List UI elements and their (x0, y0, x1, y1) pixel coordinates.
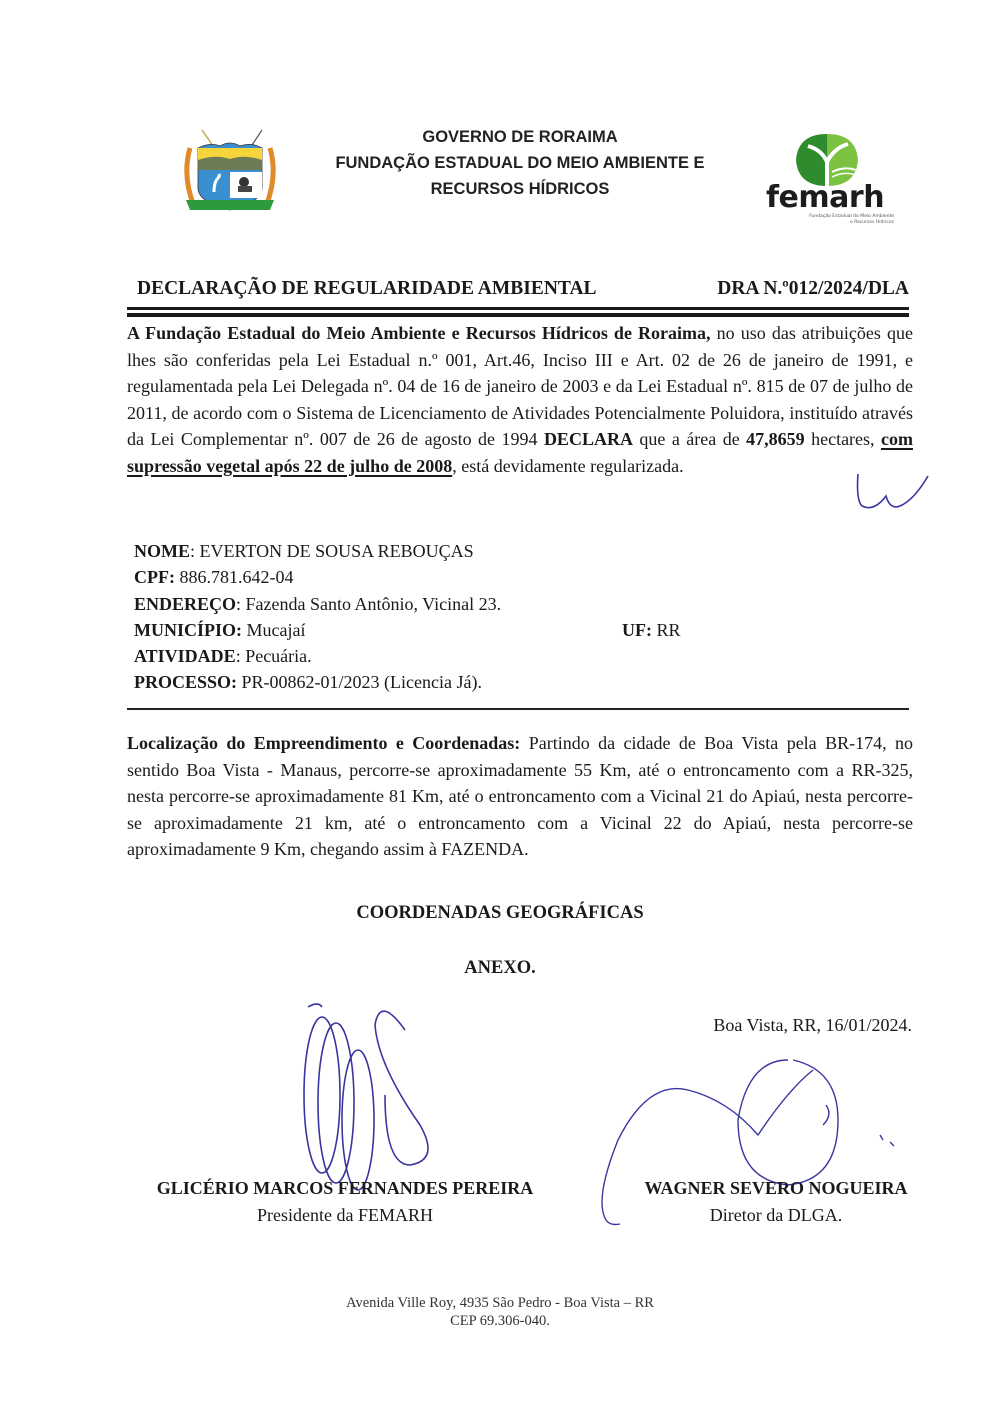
field-atividade (134, 643, 734, 669)
area-intro-text: que a área de (632, 429, 747, 449)
atividade-label: ATIVIDADE (134, 646, 236, 667)
field-municipio (134, 617, 734, 643)
organization-name: A Fundação Estadual do Meio Ambiente e Recursos Hídricos de Roraima, (127, 323, 711, 343)
applicant-details (134, 538, 734, 696)
vegetation-suppression-clause: com supressão vegetal após 22 de julho de 2008 (127, 429, 913, 476)
place-and-date: Boa Vista, RR, 16/01/2024. (713, 1015, 912, 1035)
femarh-tagline (766, 214, 894, 225)
location-text: Partindo da cidade de Boa Vista pela BR-174, no sentido Boa Vista - Manaus, percorre-se aproximadamente 55 Km, até o entroncamento com a RR-325, nesta percorre-se aproximadamente 81 Km, até o entroncamento com a Vicinal 21 do Apiaú, nesta percorre-se aproximadamente 21 km, até o entroncamento com a Vicinal 22 do Apiaú, nesta percorre-se aproximadamente 9 Km, chegando assim à FAZENDA. (127, 733, 913, 859)
field-uf (622, 617, 681, 643)
declara-keyword: DECLARA (543, 429, 633, 449)
signatory-2-role: Diretor da DLGA. (709, 1205, 843, 1225)
footer-address (0, 1294, 1000, 1330)
area-hectares: 47,8659 (746, 429, 805, 449)
cpf-value: 886.781.642-04 (174, 567, 294, 588)
coordinates-heading: COORDENADAS GEOGRÁFICAS (356, 903, 644, 923)
annex-label: ANEXO. (464, 958, 536, 978)
uf-label: UF: (622, 619, 652, 640)
declaration-paragraph (127, 320, 913, 479)
field-cpf (134, 564, 734, 590)
location-label: Localização do Empreendimento e Coordenadas: (127, 733, 521, 753)
director-signature (598, 1030, 918, 1230)
document-title: DECLARAÇÃO DE REGULARIDADE AMBIENTAL (137, 278, 597, 299)
footer-street: Avenida Ville Roy, 4935 São Pedro - Boa Vista – RR (346, 1295, 654, 1311)
field-processo (134, 669, 734, 695)
cpf-label: CPF: (134, 567, 175, 588)
title-divider-bottom (127, 313, 909, 317)
femarh-logo (762, 132, 902, 228)
header-agency-name (300, 124, 740, 202)
nome-label: NOME (134, 541, 190, 561)
details-divider (127, 708, 909, 710)
header-line-foundation: FUNDAÇÃO ESTADUAL DO MEIO AMBIENTE E (335, 154, 705, 172)
president-signature (260, 985, 490, 1210)
field-nome (134, 538, 734, 564)
footer-cep: CEP 69.306-040. (450, 1313, 550, 1329)
location-paragraph (127, 730, 913, 863)
document-title-row (137, 278, 909, 304)
endereco-value: : Fazenda Santo Antônio, Vicinal 23. (236, 593, 502, 614)
processo-value: PR-00862-01/2023 (Licencia Já). (237, 672, 482, 693)
femarh-tagline-line1: Fundação Estadual do Meio Ambiente (809, 214, 894, 219)
endereco-label: ENDEREÇO (134, 593, 237, 614)
hectares-text: hectares, (804, 429, 881, 449)
title-divider-top (127, 307, 909, 310)
state-coat-of-arms (180, 126, 280, 218)
municipio-value: Mucajaí (242, 619, 306, 640)
field-endereco (134, 591, 734, 617)
atividade-value: : Pecuária. (235, 646, 312, 667)
femarh-wordmark: femarh (766, 180, 885, 215)
header-line-resources: RECURSOS HÍDRICOS (430, 180, 610, 198)
processo-label: PROCESSO: (134, 672, 238, 693)
signatory-1-name: GLICÉRIO MARCOS FERNANDES PEREIRA (156, 1178, 534, 1198)
signatory-2-name: WAGNER SEVERO NOGUEIRA (644, 1178, 908, 1198)
femarh-tagline-line2: e Recursos Hídricos (849, 219, 894, 225)
signatory-1-role: Presidente da FEMARH (257, 1205, 433, 1225)
nome-value: : EVERTON DE SOUSA REBOUÇAS (190, 541, 474, 561)
uf-value: RR (652, 619, 681, 640)
regularized-text: , está devidamente regularizada. (452, 455, 684, 476)
header-line-government: GOVERNO DE RORAIMA (422, 128, 618, 146)
legal-basis-text: no uso das atribuições que lhes são conferidas pela Lei Estadual n.º 001, Art.46, Inciso III e Art. 02 de 26 de janeiro de 1991, e regulamentada pela Lei Delegada nº. 04 de 16 de janeiro de 2003 e da Lei Estadual nº. 815 de 07 de julho de 2011, de acordo com o Sistema de Licenciamento de Atividades Potencialmente Poluidora, instituído através da Lei Complementar nº. 007 de 26 de agosto de 1994 (127, 323, 913, 449)
document-number: DRA N.º012/2024/DLA (717, 278, 909, 299)
municipio-label: MUNICÍPIO: (134, 619, 242, 640)
